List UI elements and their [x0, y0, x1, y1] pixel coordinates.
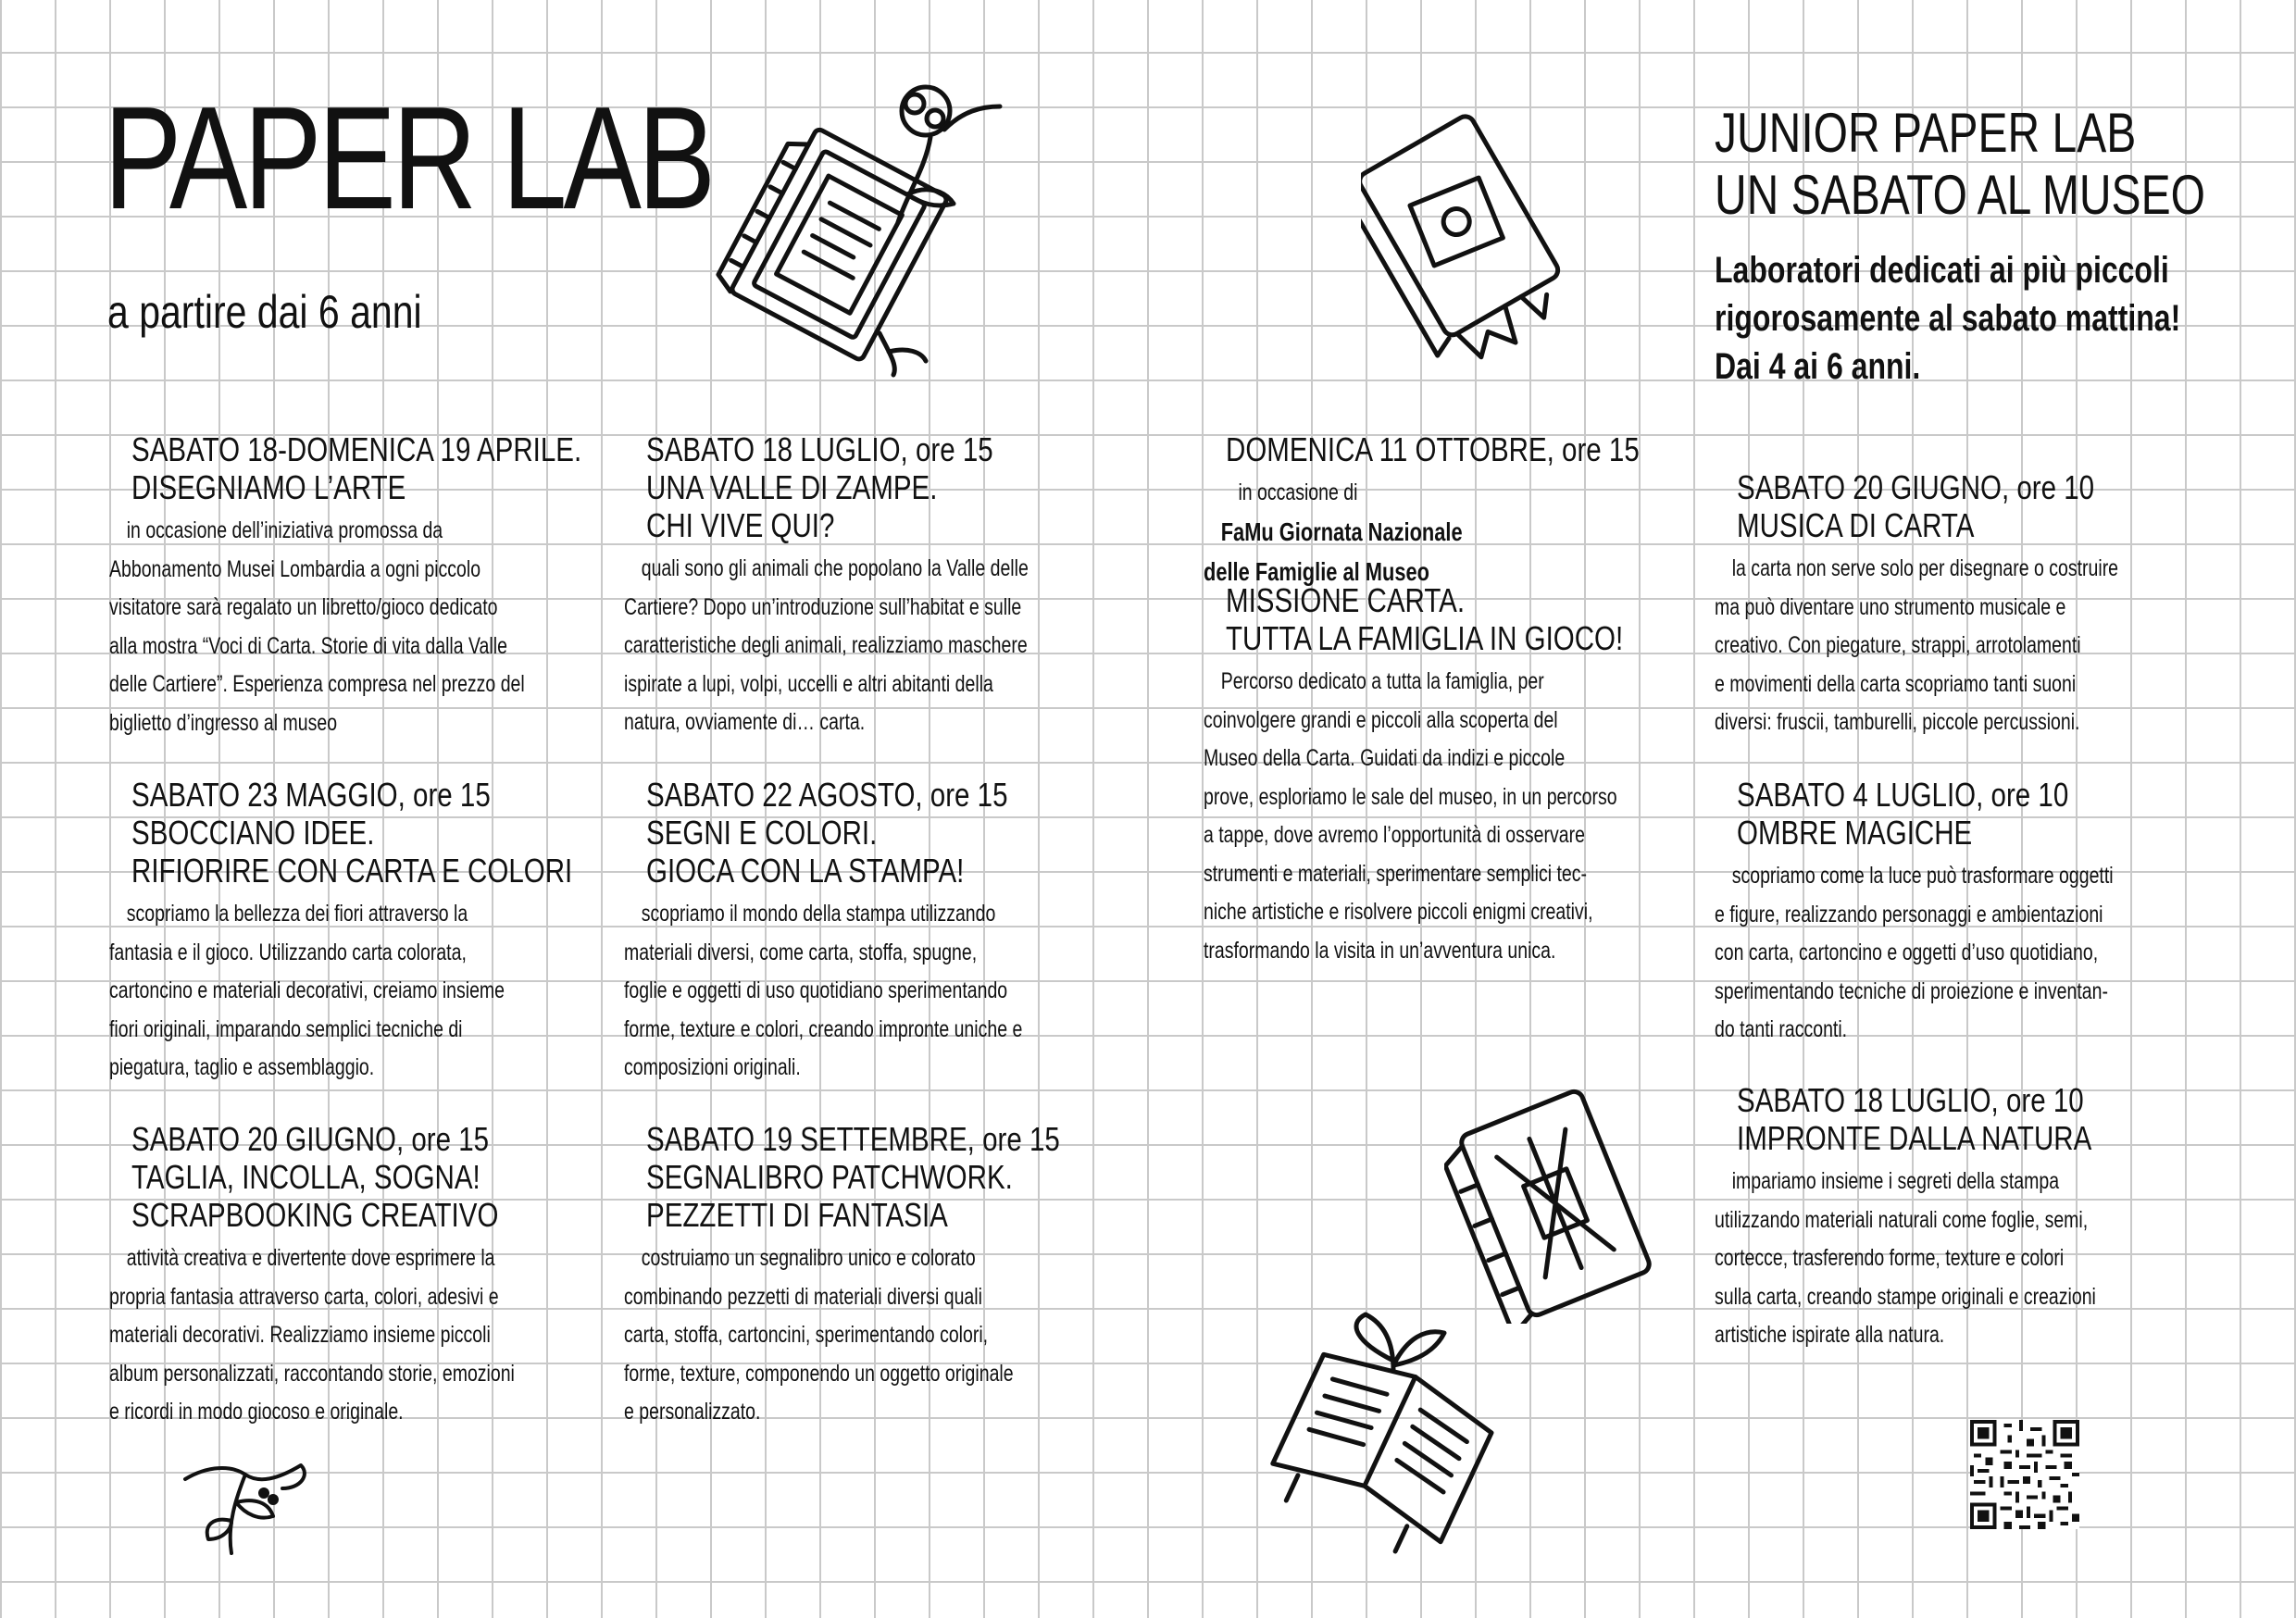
event-heading: SABATO 4 LUGLIO, ore 10 OMBRE MAGICHE: [1737, 776, 2069, 852]
event-description: la carta non serve solo per disegnare o costruire ma può diventare uno strumento musicale e creativo. Con piegature, strappi, arrotolamenti e movimenti della carta scopriamo tanti suoni diversi: fruscii, tamburelli, piccole percussioni.: [1715, 555, 2119, 735]
event-block: [1715, 1081, 2270, 1355]
event-heading: SABATO 18 LUGLIO, ore 15 UNA VALLE DI ZAMPE. CHI VIVE QUI?: [646, 430, 993, 544]
event-heading: SABATO 20 GIUGNO, ore 15 TAGLIA, INCOLLA, SOGNA! SCRAPBOOKING CREATIVO: [131, 1120, 499, 1234]
event-block: [109, 776, 665, 1088]
event-description: costruiamo un segnalibro unico e colorato combinando pezzetti di materiali diversi quali carta, stoffa, cartoncini, sperimentando colori, forme, texture, componendo un oggetto originale e personalizzato.: [624, 1245, 1014, 1425]
event-description: impariamo insieme i segreti della stampa utilizzando materiali naturali come foglie, semi, cortecce, trasferendo forme, texture e colori sulla carta, creando stampe originali e creazioni artistiche ispirate alla natura.: [1715, 1168, 2096, 1348]
event-block: [109, 1120, 665, 1432]
open-book-sprout-illustration: [1254, 1287, 1514, 1555]
event-block: [624, 430, 1179, 742]
junior-intro: Laboratori dedicati ai più piccoli rigorosamente al sabato mattina! Dai 4 ai 6 anni.: [1715, 250, 2181, 387]
event-block: [1715, 468, 2270, 742]
event-description: scopriamo come la luce può trasformare oggetti e figure, realizzando personaggi e ambientazioni con carta, cartoncino e oggetti d’uso quotidiano, sperimentando tecniche di proiezione e inventan- do tanti racconti.: [1715, 863, 2114, 1042]
qr-code: [1970, 1420, 2079, 1529]
event-block: [1204, 430, 1759, 593]
event-heading: SABATO 23 MAGGIO, ore 15 SBOCCIANO IDEE. RIFIORIRE CON CARTA E COLORI: [131, 776, 573, 890]
event-heading: MISSIONE CARTA. TUTTA LA FAMIGLIA IN GIOCO!: [1226, 581, 1624, 657]
page-subtitle: a partire dai 6 anni: [107, 286, 422, 338]
page-title: PAPER LAB: [104, 77, 713, 240]
sprig-illustration: [181, 1461, 319, 1562]
event-heading: SABATO 18-DOMENICA 19 APRILE. DISEGNIAMO L’ARTE: [131, 430, 582, 506]
junior-title: JUNIOR PAPER LAB UN SABATO AL MUSEO: [1715, 102, 2205, 227]
event-heading: DOMENICA 11 OTTOBRE, ore 15: [1226, 430, 1640, 468]
closed-book-illustration: [1361, 93, 1574, 370]
event-description: scopriamo la bellezza dei fiori attraverso la fantasia e il gioco. Utilizzando carta colorata, cartoncino e materiali decorativi, creiamo insieme fiori originali, imparando semplici tecniche di piegatura, taglio e assemblaggio.: [109, 901, 505, 1080]
event-description: scopriamo il mondo della stampa utilizzando materiali diversi, come carta, stoffa, spugne, foglie e oggetti di uso quotidiano sperimentando forme, texture e colori, creando impronte uniche e composizioni originali.: [624, 901, 1023, 1080]
event-block: [109, 430, 665, 742]
book-flower-illustration: [713, 56, 1018, 380]
event-description: Percorso dedicato a tutta la famiglia, per coinvolgere grandi e piccoli alla scoperta del Museo della Carta. Guidati da indizi e piccole prove, esploriamo le sale del museo, in un percorso a tappe, dove avremo l’opportunità di osservare strumenti e materiali, sperimentare semplici tec- niche artistiche e risolvere piccoli enigmi creativi, trasformando la visita in un’avventura unica.: [1204, 668, 1617, 964]
event-description: quali sono gli animali che popolano la Valle delle Cartiere? Dopo un’introduzione sull’habitat e sulle caratteristiche degli animali, realizziamo maschere ispirate a lupi, volpi, uccelli e altri abitanti della natura, ovviamente di… carta.: [624, 555, 1029, 735]
event-block: [1715, 776, 2270, 1050]
event-description: in occasione di FaMu Giornata Nazionale delle Famiglie al Museo: [1204, 479, 1463, 586]
event-heading: SABATO 20 GIUGNO, ore 10 MUSICA DI CARTA: [1737, 468, 2095, 544]
event-heading: SABATO 19 SETTEMBRE, ore 15 SEGNALIBRO PATCHWORK. PEZZETTI DI FANTASIA: [646, 1120, 1060, 1234]
event-description: attività creativa e divertente dove esprimere la propria fantasia attraverso carta, colori, adesivi e materiali decorativi. Realizziamo insieme piccoli album personalizzati, raccontando storie, emozioni e ricordi in modo giocoso e originale.: [109, 1245, 515, 1425]
event-heading: SABATO 18 LUGLIO, ore 10 IMPRONTE DALLA NATURA: [1737, 1081, 2092, 1157]
event-description: in occasione dell’iniziativa promossa da Abbonamento Musei Lombardia a ogni piccolo visitatore sarà regalato un libretto/gioco dedicato alla mostra “Voci di Carta. Storie di vita dalla Valle delle Cartiere”. Esperienza compresa nel prezzo del biglietto d’ingresso al museo: [109, 517, 525, 736]
event-block: [1204, 581, 1759, 970]
event-block: [624, 1120, 1179, 1432]
event-block: [624, 776, 1179, 1088]
event-heading: SABATO 22 AGOSTO, ore 15 SEGNI E COLORI. GIOCA CON LA STAMPA!: [646, 776, 1008, 890]
